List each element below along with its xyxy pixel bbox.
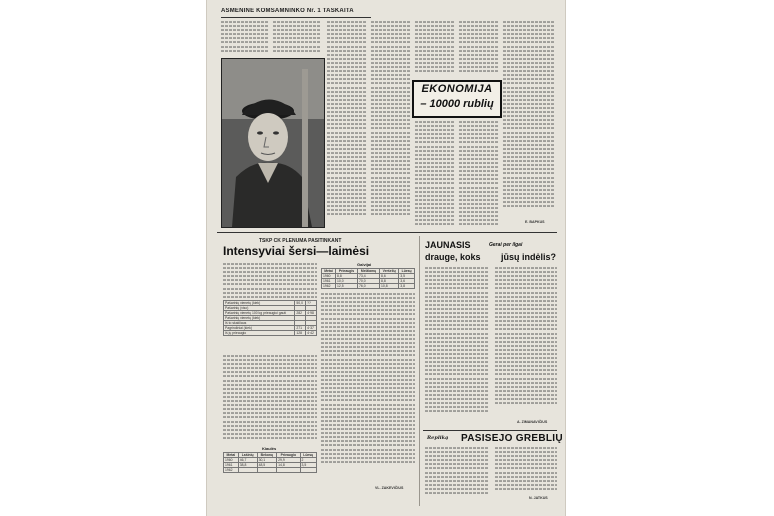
feed-table-cell: Pašarinių (viso) — [224, 306, 295, 311]
cattle-table-cell: 8,6 — [380, 274, 399, 279]
text-column-2 — [273, 20, 321, 56]
article2-kicker: TSKP CK PLENUMA PASITINKANT — [259, 238, 342, 244]
feed-table-cell: Pagrindiniai (kiek) — [224, 326, 295, 331]
article3-headline-2: jūsų indėlis? — [501, 252, 557, 262]
feed-table-cell: Pašarinių vienetų (kiek) — [224, 316, 295, 321]
cattle-table — [321, 268, 415, 289]
article3-ad-label: Gerai per ilgai — [489, 242, 523, 248]
text-column-8 — [415, 120, 455, 230]
article3-text-col-a — [425, 266, 489, 426]
pigs-table-cell: 1961 — [224, 463, 239, 468]
pigs-table-header-cell: Lūesų — [300, 453, 317, 458]
feed-table-cell: ?? — [306, 301, 317, 306]
pigs-table-cell: 30,1 — [257, 458, 277, 463]
pigs-table-cell — [300, 468, 317, 473]
feed-table-cell: Iš to skaičiaus — [224, 321, 295, 326]
article4-signature: N. JATKUS — [529, 496, 548, 500]
article4-headline: PASISEJO GREBLIŲ — [461, 433, 563, 444]
feed-table-cell: 4·98 — [306, 311, 317, 316]
article2-intro-text — [223, 262, 317, 302]
text-column-3 — [327, 20, 367, 230]
article4-divider — [423, 430, 557, 431]
article2-text-col-b — [321, 292, 415, 482]
article2-headline: Intensyviai šersi—laimėsi — [223, 244, 370, 258]
text-column-7 — [503, 20, 555, 216]
article3-signature: A. ZIMANAVIČIUS — [517, 420, 548, 424]
text-column-4 — [371, 20, 411, 230]
article2-text-col-a — [223, 354, 317, 444]
cattle-table-header-cell: Melžiamų — [358, 269, 380, 274]
worker-portrait-photo — [221, 58, 325, 228]
cattle-table-cell: 1960 — [322, 274, 336, 279]
pigs-table-cell: 2 — [300, 458, 317, 463]
pigs-table-cell — [257, 468, 277, 473]
pigs-table-header-cell: Bekonų — [257, 453, 277, 458]
feed-table — [223, 300, 317, 336]
pigs-table-cell: 14,8 — [277, 463, 300, 468]
page-header: ASMENINĖ KOMSAMNINKO Nr. 1 TASKAITA — [221, 8, 371, 18]
text-column-6 — [459, 20, 499, 76]
pigs-table-header-cell: Prieaugio — [277, 453, 300, 458]
cattle-table-cell: 73,4 — [358, 274, 380, 279]
cattle-table-cell: 1961 — [322, 279, 336, 284]
cattle-table-cell: 1962 — [322, 284, 336, 289]
pigs-table-row — [224, 468, 317, 473]
feed-table-cell: 128 — [295, 331, 306, 336]
cattle-table-cell: 10,8 — [380, 284, 399, 289]
cattle-table-cell: 70,0 — [358, 279, 380, 284]
cattle-table-cell: 8,8 — [380, 279, 399, 284]
pigs-table-cell: 46,7 — [238, 458, 257, 463]
article2-signature: VL. ZAKEVIČIUS — [375, 486, 404, 490]
cattle-table-cell: 10,0 — [336, 279, 358, 284]
feed-table-cell: Pašarinių vienetų 100 kg prieaugiui gauti — [224, 311, 295, 316]
section-divider — [217, 232, 557, 233]
article3-text-col-b — [495, 266, 557, 416]
cattle-table-cell: 3,8 — [399, 284, 415, 289]
text-column-1 — [221, 20, 269, 56]
text-column-5 — [415, 20, 455, 76]
feed-table-cell: 271 — [295, 326, 306, 331]
cattle-table-cell: 3,5 — [399, 274, 415, 279]
pigs-table-cell — [277, 468, 300, 473]
pigs-table-title: Kiaulės — [262, 446, 277, 451]
cattle-table-cell: 3,6 — [399, 279, 415, 284]
economy-headline-box — [412, 80, 502, 118]
feed-table-cell: 282 — [295, 311, 306, 316]
newspaper-page — [207, 0, 565, 516]
pigs-table-cell: 29,9 — [277, 458, 300, 463]
pigs-table-header-cell: Metai — [224, 453, 239, 458]
feed-table-cell: Pašarinių vienetų (kiek) — [224, 301, 295, 306]
cattle-table-row — [322, 284, 415, 289]
economy-headline-line2: – 10000 rublių — [420, 98, 494, 110]
cattle-table-header-cell: Metai — [322, 269, 336, 274]
pigs-table — [223, 452, 317, 473]
article3-kicker: JAUNASIS — [425, 240, 471, 250]
cattle-table-cell: 12,5 — [336, 284, 358, 289]
pigs-table-cell: 1962 — [224, 468, 239, 473]
feed-table-cell: Iš jų prieaugio — [224, 331, 295, 336]
article4-kicker: Repliką — [427, 435, 449, 441]
pigs-table-cell: 38,8 — [238, 463, 257, 468]
feed-table-cell: 4·42 — [306, 331, 317, 336]
pigs-table-cell: 3,5 — [300, 463, 317, 468]
cattle-table-header-cell: Lūesų — [399, 269, 415, 274]
pigs-table-header-cell: Lašinių — [238, 453, 257, 458]
text-column-9 — [459, 120, 499, 230]
feed-table-cell: 4·37 — [306, 326, 317, 331]
cattle-table-header-cell: Prieaugis — [336, 269, 358, 274]
cattle-table-header-cell: Veršelių — [380, 269, 399, 274]
pigs-table-cell — [238, 468, 257, 473]
cattle-table-title: Galvijai — [357, 262, 372, 267]
article4-text-col-a — [425, 446, 489, 496]
column-rule — [419, 236, 420, 506]
top-signature: E. BAPKUS — [525, 220, 545, 224]
pigs-table-cell: 48,5 — [257, 463, 277, 468]
cattle-table-cell: 76,0 — [358, 284, 380, 289]
article4-text-col-b — [495, 446, 557, 496]
cattle-table-cell: 8,8 — [336, 274, 358, 279]
pigs-table-cell: 1960 — [224, 458, 239, 463]
feed-table-row — [224, 331, 317, 336]
economy-headline-line1: EKONOMIJA — [421, 83, 493, 95]
portrait-image — [222, 59, 324, 227]
feed-table-cell: 50,0 — [295, 301, 306, 306]
article3-headline-1: drauge, koks — [425, 252, 481, 262]
